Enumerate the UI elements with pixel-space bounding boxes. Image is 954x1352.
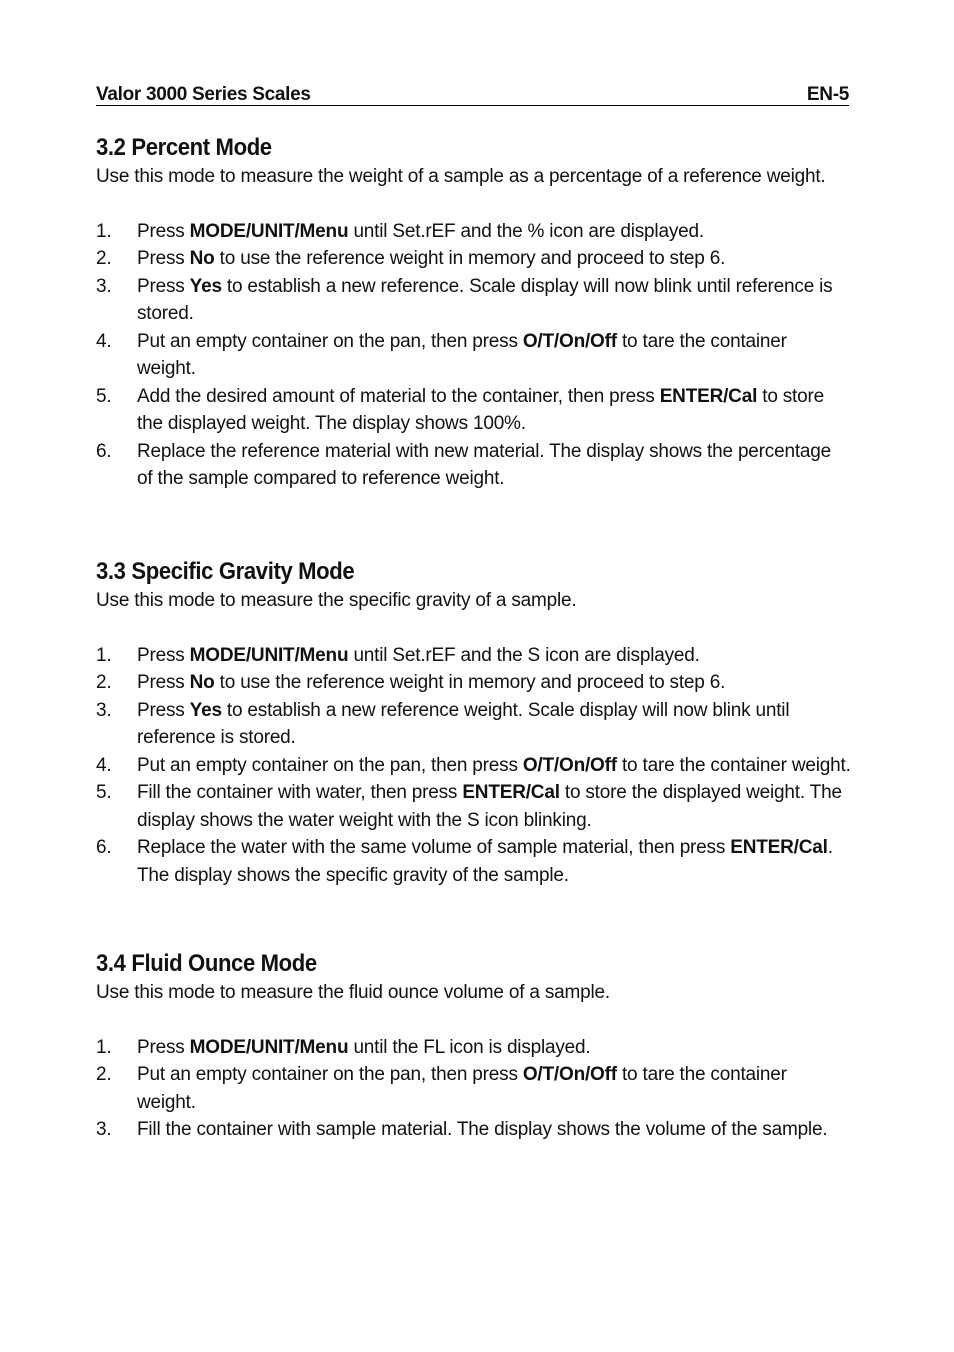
step-text: Press <box>137 220 190 242</box>
key-name: ENTER/Cal <box>462 782 560 803</box>
key-name: MODE/UNIT/Menu <box>189 220 349 242</box>
step-text: . The display shows the specific gravity of the sample. <box>137 837 833 886</box>
step-text: Replace the reference material with new material. The display shows the percentage of the sample compared to reference weight. <box>137 440 832 489</box>
section-fluid-ounce-mode <box>96 949 866 1144</box>
step-text: until Set.rEF and the S icon are displayed. <box>348 644 700 666</box>
step-item <box>96 1061 841 1116</box>
step-item <box>96 779 866 834</box>
step-text: until Set.rEF and the % icon are displayed. <box>348 220 704 242</box>
steps-list <box>96 1034 841 1144</box>
step-item <box>96 752 866 780</box>
key-name: MODE/UNIT/Menu <box>189 1036 349 1058</box>
steps-list <box>96 642 866 890</box>
section-heading: 3.2 Percent Mode <box>96 134 272 161</box>
step-item <box>96 1116 841 1144</box>
step-number: 3. <box>96 275 112 297</box>
step-item <box>96 245 841 273</box>
step-text: Press <box>137 275 190 297</box>
step-item <box>96 218 841 246</box>
document-title: Valor 3000 Series Scales <box>96 84 311 105</box>
step-number: 6. <box>96 837 112 858</box>
key-name: No <box>189 672 215 693</box>
section-heading: 3.3 Specific Gravity Mode <box>96 558 355 585</box>
step-number: 1. <box>96 220 112 242</box>
step-number: 4. <box>96 754 112 776</box>
step-number: 1. <box>96 644 112 666</box>
key-name: MODE/UNIT/Menu <box>189 644 349 666</box>
step-text: to tare the container weight. <box>137 1064 787 1113</box>
key-name: Yes <box>189 699 222 721</box>
step-text: until the FL icon is displayed. <box>348 1036 591 1058</box>
step-number: 3. <box>96 699 112 721</box>
step-text: Put an empty container on the pan, then press <box>137 1064 523 1085</box>
key-name: ENTER/Cal <box>659 385 758 407</box>
step-text: to tare the container weight. <box>616 754 851 776</box>
step-number: 5. <box>96 782 112 803</box>
step-number: 2. <box>96 248 112 269</box>
step-text: Add the desired amount of material to the container, then press <box>137 385 660 407</box>
step-number: 3. <box>96 1119 112 1140</box>
key-name: O/T/On/Off <box>522 754 617 776</box>
step-text: Press <box>137 672 190 693</box>
step-item <box>96 328 841 383</box>
step-text: Replace the water with the same volume of sample material, then press <box>137 837 731 858</box>
step-item <box>96 383 841 438</box>
step-number: 2. <box>96 1064 112 1085</box>
step-text: to establish a new reference weight. Scale display will now blink until reference is stored. <box>137 699 790 748</box>
step-text: Put an empty container on the pan, then press <box>137 754 523 776</box>
step-number: 2. <box>96 672 112 693</box>
page-number: EN-5 <box>806 84 849 105</box>
step-text: Press <box>137 248 190 269</box>
step-text: Fill the container with water, then press <box>137 782 463 803</box>
key-name: ENTER/Cal <box>730 837 828 858</box>
key-name: O/T/On/Off <box>522 330 617 352</box>
section-intro: Use this mode to measure the specific gravity of a sample. <box>96 590 577 611</box>
step-text: Press <box>137 1036 190 1058</box>
step-item <box>96 669 866 697</box>
key-name: No <box>189 248 215 269</box>
key-name: O/T/On/Off <box>522 1064 617 1085</box>
step-item <box>96 697 866 752</box>
page-header <box>96 84 849 106</box>
step-item <box>96 273 841 328</box>
section-heading: 3.4 Fluid Ounce Mode <box>96 950 317 977</box>
step-text: Press <box>137 644 190 666</box>
step-text: Fill the container with sample material. The display shows the volume of the sample. <box>137 1119 828 1140</box>
step-item <box>96 642 866 670</box>
step-text: to tare the container weight. <box>137 330 787 379</box>
step-item <box>96 438 841 493</box>
section-percent-mode <box>96 133 866 493</box>
step-text: Put an empty container on the pan, then press <box>137 330 523 352</box>
step-text: to use the reference weight in memory and proceed to step 6. <box>214 672 726 693</box>
steps-list <box>96 218 841 493</box>
section-specific-gravity-mode <box>96 557 866 889</box>
step-number: 6. <box>96 440 112 462</box>
step-text: to store the displayed weight. The display shows the water weight with the S icon blinking. <box>137 782 842 831</box>
step-text: to store the displayed weight. The display shows 100%. <box>137 385 824 434</box>
step-number: 5. <box>96 385 112 407</box>
step-number: 1. <box>96 1036 112 1058</box>
step-number: 4. <box>96 330 112 352</box>
step-text: to establish a new reference. Scale display will now blink until reference is stored. <box>137 275 833 324</box>
section-intro: Use this mode to measure the weight of a sample as a percentage of a reference weight. <box>96 166 826 187</box>
key-name: Yes <box>189 275 222 297</box>
section-intro: Use this mode to measure the fluid ounce volume of a sample. <box>96 982 610 1003</box>
step-item <box>96 1034 841 1062</box>
step-text: to use the reference weight in memory and proceed to step 6. <box>214 248 726 269</box>
step-item <box>96 834 866 889</box>
step-text: Press <box>137 699 190 721</box>
